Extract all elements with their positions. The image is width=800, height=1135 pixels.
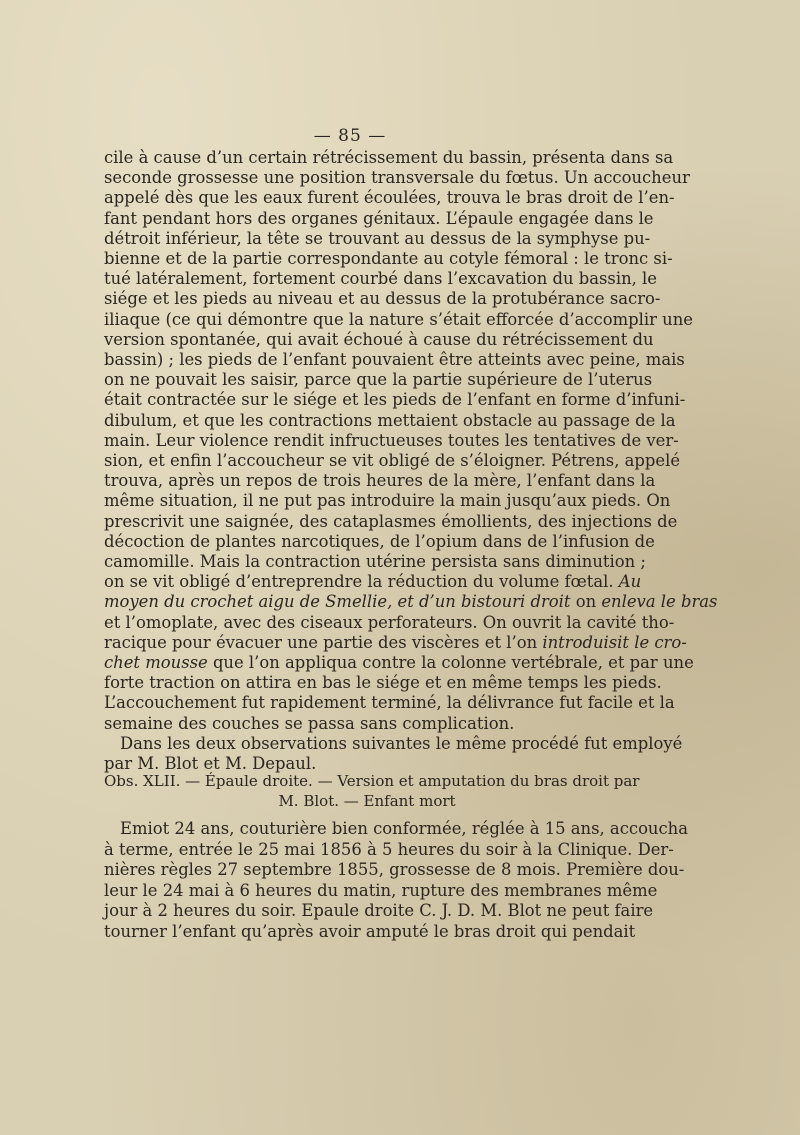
heading-line: Obs. XLII. — Épaule droite. — Version et amputation du bras droit par <box>104 772 640 790</box>
observation-body <box>104 819 688 942</box>
text-fragment: que l’on appliqua contre la colonne vertébrale, et par une <box>207 653 694 673</box>
text-line: siége et les pieds au niveau et au dessus de la protubérance sacro- <box>104 289 661 309</box>
text-line: trouva, après un repos de trois heures de la mère, l’enfant dans la <box>104 471 656 491</box>
text-line: et l’omoplate, avec des ciseaux perforateurs. On ouvrit la cavité tho- <box>104 612 675 632</box>
text-line: nières règles 27 septembre 1855, grossesse de 8 mois. Première dou- <box>104 860 685 879</box>
text-line: appelé dès que les eaux furent écoulées, trouva le bras droit de l’en- <box>104 188 675 208</box>
text-line: seconde grossesse une position transversale du fœtus. Un accoucheur <box>104 168 690 188</box>
text-line: leur le 24 mai à 6 heures du matin, rupture des membranes même <box>104 880 658 900</box>
text-line: à terme, entrée le 25 mai 1856 à 5 heures du soir à la Clinique. Der- <box>104 839 674 859</box>
text-line-with-italic <box>104 592 718 612</box>
text-line: cile à cause d’un certain rétrécissement du bassin, présenta dans sa <box>104 148 674 167</box>
heading-line: M. Blot. — Enfant mort <box>278 792 456 810</box>
observation-heading <box>104 771 640 811</box>
text-line: tué latéralement, fortement courbé dans l’excavation du bassin, le <box>104 269 657 289</box>
text-line-with-italic <box>104 572 642 592</box>
text-line: jour à 2 heures du soir. Epaule droite C. J. D. M. Blot ne peut faire <box>104 901 654 920</box>
text-line-with-italic <box>104 653 694 673</box>
italic-text: enleva le bras <box>601 592 718 612</box>
text-line: bienne et de la partie correspondante au cotyle fémoral : le tronc si- <box>104 249 673 269</box>
text-line: par M. Blot et M. Depaul. <box>104 754 317 774</box>
text-line: iliaque (ce qui démontre que la nature s’était efforcée d’accomplir une <box>104 309 693 329</box>
text-line: dibulum, et que les contractions mettaient obstacle au passage de la <box>104 410 676 430</box>
text-line: semaine des couches se passa sans complication. <box>104 713 515 733</box>
text-line: forte traction on attira en bas le siége et en même temps les pieds. <box>104 673 662 693</box>
text-line: même situation, il ne put pas introduire la main jusqu’aux pieds. On <box>104 491 671 511</box>
text-line: version spontanée, qui avait échoué à cause du rétrécissement du <box>104 329 654 349</box>
text-line: sion, et enfin l’accoucheur se vit obligé de s’éloigner. Pétrens, appelé <box>104 451 681 471</box>
page-number: — 85 — <box>313 126 387 146</box>
text-line: décoction de plantes narcotiques, de l’opium dans de l’infusion de <box>104 531 655 551</box>
italic-text: Au <box>618 572 642 592</box>
italic-text: moyen du crochet aigu de Smellie, et d’un bistouri droit <box>104 592 571 612</box>
italic-text: introduisit le cro- <box>542 632 687 652</box>
text-line: était contractée sur le siége et les pieds de l’enfant en forme d’infuni- <box>104 390 686 410</box>
text-line: on se vit obligé d’entreprendre la réduction du volume fœtal. <box>104 572 614 592</box>
main-paragraph <box>104 148 718 774</box>
text-line: bassin) ; les pieds de l’enfant pouvaient être atteints avec peine, mais <box>104 350 685 370</box>
text-fragment: racique pour évacuer une partie des viscères et l’on <box>104 632 543 652</box>
text-line: on ne pouvait les saisir, parce que la partie supérieure de l’uterus <box>104 370 653 390</box>
text-line: prescrivit une saignée, des cataplasmes émollients, des injections de <box>104 511 678 531</box>
text-line: main. Leur violence rendit infructueuses toutes les tentatives de ver- <box>104 430 679 450</box>
text-line: L’accouchement fut rapidement terminé, la délivrance fut facile et la <box>104 693 675 713</box>
text-fragment: on <box>570 592 602 612</box>
text-line: Dans les deux observations suivantes le même procédé fut employé <box>120 733 683 753</box>
text-line-with-italic <box>104 632 687 653</box>
italic-text: chet mousse <box>104 653 208 673</box>
text-line: détroit inférieur, la tête se trouvant au dessus de la symphyse pu- <box>104 228 651 248</box>
text-line: Emiot 24 ans, couturière bien conformée, réglée à 15 ans, accoucha <box>120 819 688 838</box>
text-line: fant pendant hors des organes génitaux. L’épaule engagée dans le <box>104 208 654 228</box>
text-line: tourner l’enfant qu’après avoir amputé le bras droit qui pendait <box>104 921 636 941</box>
text-line: camomille. Mais la contraction utérine persista sans diminution ; <box>104 552 646 572</box>
